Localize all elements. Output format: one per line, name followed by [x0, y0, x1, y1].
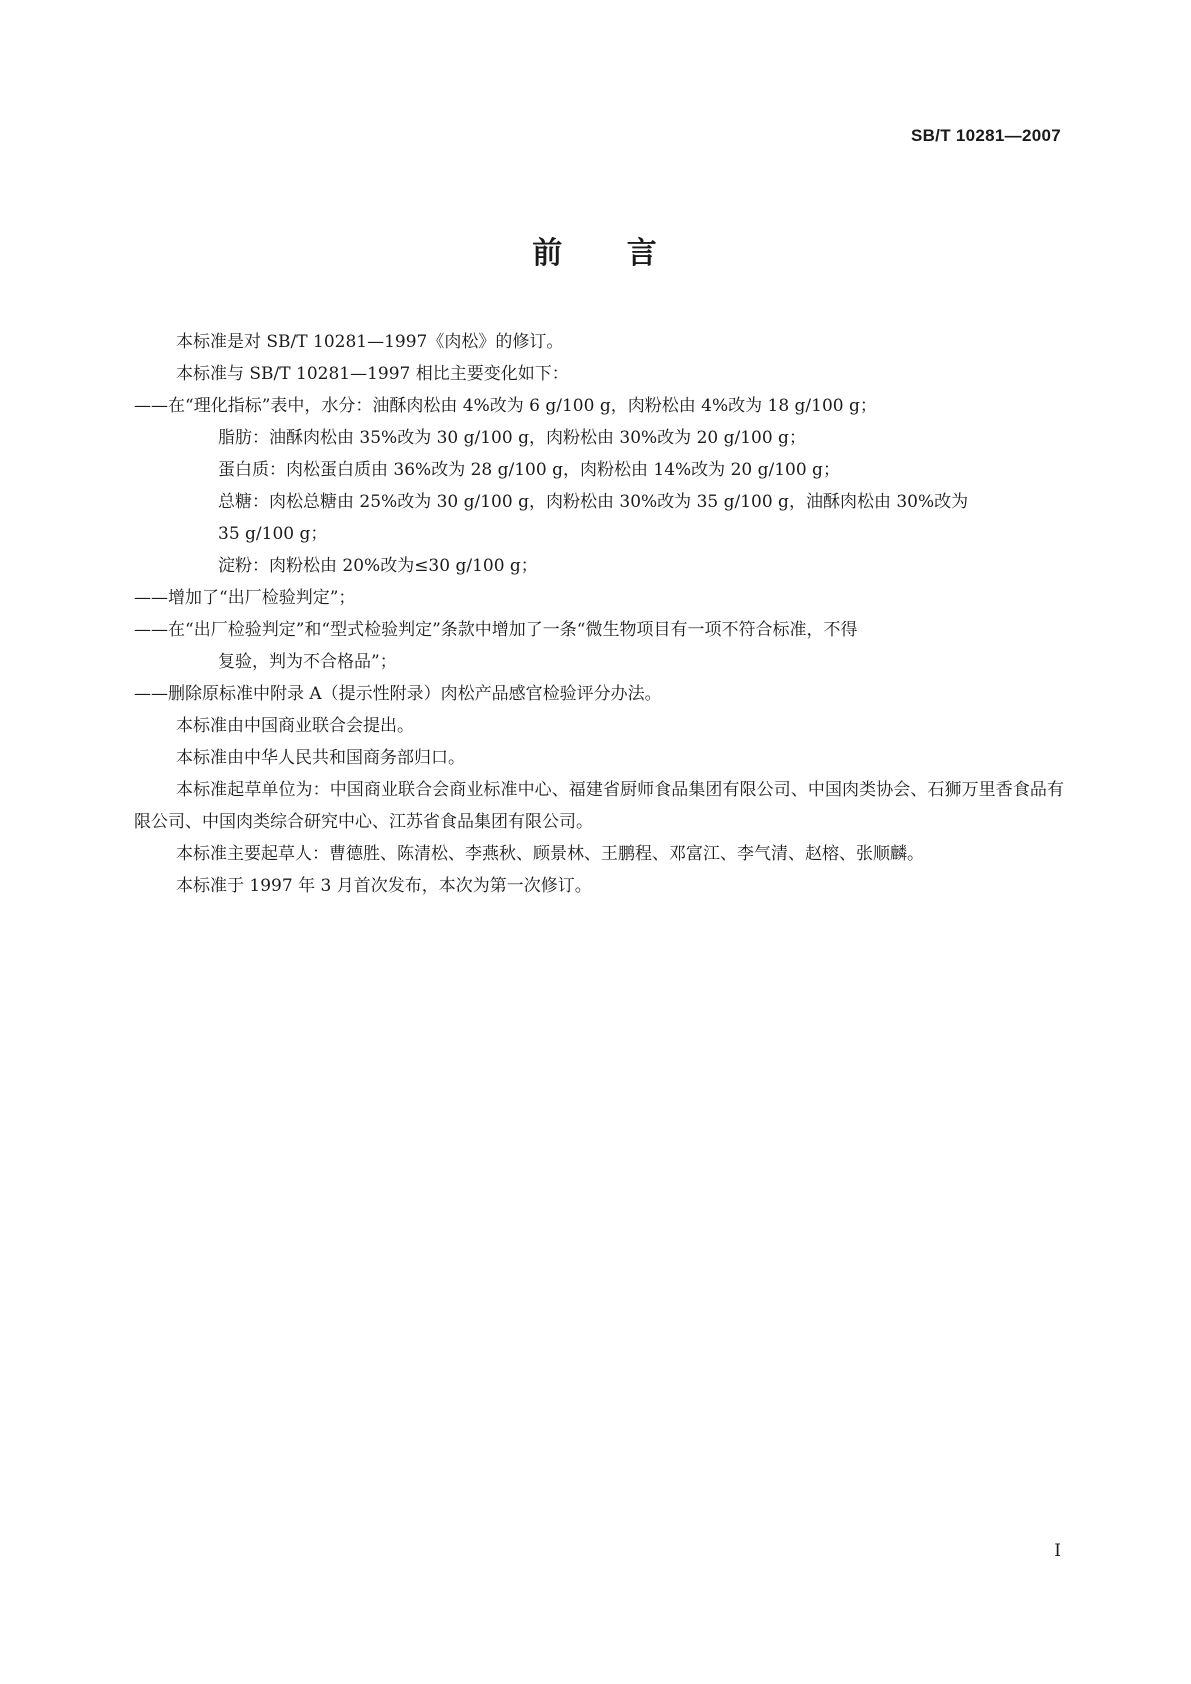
change-item-microbe-line2: 复验，判为不合格品”；: [218, 652, 397, 672]
standard-number: SB/T 10281—2007: [910, 126, 1061, 145]
paragraph-administrator: 本标准由中华人民共和国商务部归口。: [176, 748, 465, 768]
change-item-annex-removed: ——删除原标准中附录 A（提示性附录）肉松产品感官检验评分办法。: [134, 684, 662, 704]
page-number: I: [1054, 1541, 1061, 1561]
paragraph-changes-intro: 本标准与 SB/T 10281—1997 相比主要变化如下：: [176, 364, 569, 384]
change-item-sugar-line2: 35 g/100 g；: [218, 524, 328, 544]
paragraph-drafters: 本标准主要起草人：曹德胜、陈清松、李燕秋、顾景林、王鹏程、邓富江、李气清、赵榕、张顺麟。: [176, 844, 924, 864]
page-title: 前 言: [532, 236, 659, 271]
paragraph-revision-note: 本标准是对 SB/T 10281—1997《肉松》的修订。: [176, 332, 564, 352]
change-item-fat: 脂肪：油酥肉松由 35%改为 30 g/100 g，肉粉松由 30%改为 20 g/100 g；: [218, 428, 806, 448]
change-item-protein: 蛋白质：肉松蛋白质由 36%改为 28 g/100 g，肉粉松由 14%改为 20 g/100 g；: [218, 460, 840, 480]
paragraph-proposer: 本标准由中国商业联合会提出。: [176, 716, 414, 736]
paragraph-publication-history: 本标准于 1997 年 3 月首次发布，本次为第一次修订。: [176, 876, 592, 896]
foreword-body: [134, 326, 1064, 902]
paragraph-drafting-units: 本标准起草单位为：中国商业联合会商业标准中心、福建省厨师食品集团有限公司、中国肉类协会、石狮万里香食品有限公司、中国肉类综合研究中心、江苏省食品集团有限公司。: [134, 780, 1064, 832]
change-item-moisture: ——在“理化指标”表中，水分：油酥肉松由 4%改为 6 g/100 g，肉粉松由 4%改为 18 g/100 g；: [134, 396, 877, 416]
change-item-starch: 淀粉：肉粉松由 20%改为≤30 g/100 g；: [218, 556, 538, 576]
change-item-factory-inspection: ——增加了“出厂检验判定”；: [134, 588, 356, 608]
change-item-sugar-line1: 总糖：肉松总糖由 25%改为 30 g/100 g，肉粉松由 30%改为 35 g/100 g，油酥肉松由 30%改为: [218, 492, 969, 512]
change-item-microbe-line1: ——在“出厂检验判定”和“型式检验判定”条款中增加了一条“微生物项目有一项不符合标准，不得: [134, 620, 858, 640]
